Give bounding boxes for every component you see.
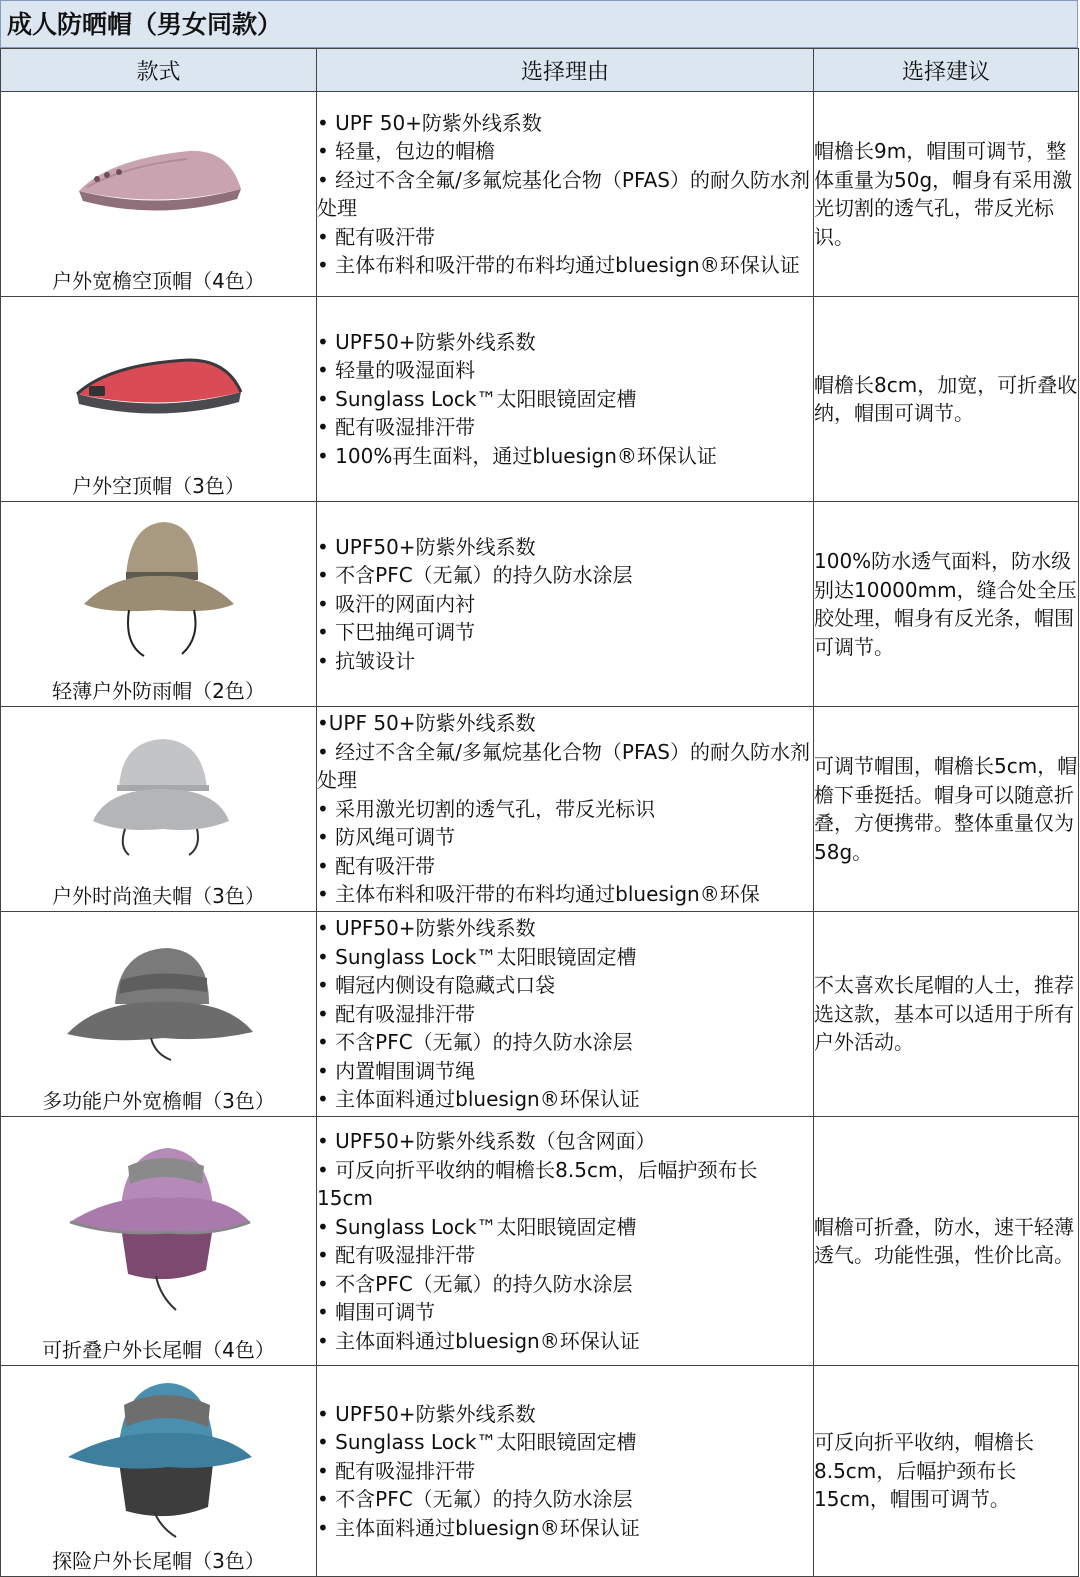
advice-cell: 100%防水透气面料，防水级别达10000mm，缝合处全压胶处理，帽身有反光条，帽围可调节。 <box>814 502 1079 707</box>
reason-item: • 经过不含全氟/多氟烷基化合物（PFAS）的耐久防水剂处理 <box>317 739 810 793</box>
reason-item: • 采用激光切割的透气孔，带反光标识 <box>317 796 656 821</box>
gray-bucket-hat-icon <box>79 729 239 859</box>
table-row <box>1 707 1079 912</box>
reason-item: • 帽围可调节 <box>317 1300 436 1324</box>
reason-cell <box>317 1117 814 1366</box>
reason-cell <box>317 502 814 707</box>
reason-item: • 配有吸湿排汗带 <box>317 1001 476 1026</box>
style-cell <box>1 707 317 912</box>
reason-item: • 不含PFC（无氟）的持久防水涂层 <box>317 563 633 588</box>
table-row <box>1 1117 1079 1366</box>
hat-name: 户外宽檐空顶帽（4色） <box>52 269 265 293</box>
table-row <box>1 92 1079 297</box>
reason-item: • 下巴抽绳可调节 <box>317 620 476 645</box>
header-reason: 选择理由 <box>317 49 814 92</box>
reason-item: •UPF 50+防紫外线系数 <box>317 711 536 736</box>
reason-item: • 主体布料和吸汗带的布料均通过bluesign®环保认证 <box>317 253 800 277</box>
table-row <box>1 1366 1079 1577</box>
reason-item: • 帽冠内侧设有隐藏式口袋 <box>317 973 556 998</box>
reason-item: • 内置帽围调节绳 <box>317 1058 476 1083</box>
hat-comparison-table <box>0 48 1079 1577</box>
reason-item: • Sunglass Lock™太阳眼镜固定槽 <box>317 1214 637 1239</box>
style-cell <box>1 1117 317 1366</box>
reason-cell <box>317 707 814 912</box>
reason-item: • 配有吸汗带 <box>317 224 436 249</box>
reason-item: • 不含PFC（无氟）的持久防水涂层 <box>317 1271 633 1296</box>
reason-item: • 100%再生面料，通过bluesign®环保认证 <box>317 443 717 468</box>
reason-item: • 轻量的吸湿面料 <box>317 358 476 383</box>
reason-item: • Sunglass Lock™太阳眼镜固定槽 <box>317 1430 637 1455</box>
reason-item: • 轻量，包边的帽檐 <box>317 139 496 163</box>
reason-cell <box>317 912 814 1117</box>
style-cell <box>1 297 317 502</box>
advice-cell: 帽檐长8cm，加宽，可折叠收纳，帽围可调节。 <box>814 297 1079 502</box>
table-row <box>1 502 1079 707</box>
reason-item: • 配有吸湿排汗带 <box>317 1243 476 1267</box>
blue-sun-hat-icon <box>64 1371 254 1541</box>
reason-cell <box>317 92 814 297</box>
advice-cell: 帽檐长9m，帽围可调节，整体重量为50g，帽身有采用激光切割的透气孔，带反光标识。 <box>814 92 1079 297</box>
reason-item: • 经过不含全氟/多氟烷基化合物（PFAS）的耐久防水剂处理 <box>317 167 810 220</box>
reason-item: • 可反向折平收纳的帽檐长8.5cm，后幅护颈布长15cm <box>317 1157 758 1210</box>
table-row <box>1 297 1079 502</box>
reason-item: • 吸汗的网面内衬 <box>317 591 476 616</box>
table-row <box>1 912 1079 1117</box>
reason-item: • 配有吸汗带 <box>317 853 436 878</box>
advice-cell: 帽檐可折叠，防水，速干轻薄透气。功能性强，性价比高。 <box>814 1117 1079 1366</box>
hat-name: 户外空顶帽（3色） <box>72 474 245 498</box>
header-advice: 选择建议 <box>814 49 1079 92</box>
style-cell <box>1 92 317 297</box>
reason-cell <box>317 297 814 502</box>
reason-item: • 配有吸湿排汗带 <box>317 415 476 440</box>
reason-item: • Sunglass Lock™太阳眼镜固定槽 <box>317 386 637 411</box>
reason-item: • UPF 50+防紫外线系数 <box>317 110 542 135</box>
hat-name: 可折叠户外长尾帽（4色） <box>42 1338 275 1362</box>
reason-item: • 主体面料通过bluesign®环保认证 <box>317 1087 640 1112</box>
advice-cell: 可调节帽围，帽檐长5cm，帽檐下垂挺括。帽身可以随意折叠，方便携带。整体重量仅为58g。 <box>814 707 1079 912</box>
style-cell <box>1 502 317 707</box>
style-cell <box>1 1366 317 1577</box>
hat-name: 户外时尚渔夫帽（3色） <box>52 884 265 908</box>
style-cell <box>1 912 317 1117</box>
pink-visor-icon <box>69 139 249 219</box>
reason-item: • UPF50+防紫外线系数 <box>317 916 536 941</box>
reason-item: • Sunglass Lock™太阳眼镜固定槽 <box>317 944 637 969</box>
header-row <box>1 49 1079 92</box>
reason-item: • UPF50+防紫外线系数 <box>317 329 536 354</box>
reason-item: • 主体面料通过bluesign®环保认证 <box>317 1515 640 1540</box>
reason-item: • 抗皱设计 <box>317 648 416 673</box>
reason-item: • 防风绳可调节 <box>317 825 456 850</box>
purple-sun-hat-icon <box>64 1136 254 1316</box>
reason-item: • UPF50+防紫外线系数 <box>317 534 536 559</box>
advice-cell: 不太喜欢长尾帽的人士，推荐选这款，基本可以适用于所有户外活动。 <box>814 912 1079 1117</box>
reason-item: • 配有吸湿排汗带 <box>317 1458 476 1483</box>
reason-item: • 主体布料和吸汗带的布料均通过bluesign®环保 <box>317 882 760 907</box>
khaki-bucket-hat-icon <box>74 514 244 664</box>
advice-cell: 可反向折平收纳，帽檐长8.5cm，后幅护颈布长15cm，帽围可调节。 <box>814 1366 1079 1577</box>
hat-name: 轻薄户外防雨帽（2色） <box>52 679 265 703</box>
reason-item: • UPF50+防紫外线系数 <box>317 1401 536 1426</box>
reason-item: • UPF50+防紫外线系数（包含网面） <box>317 1129 656 1153</box>
sheet-title: 成人防晒帽（男女同款） <box>0 0 1078 48</box>
reason-item: • 不含PFC（无氟）的持久防水涂层 <box>317 1487 633 1512</box>
reason-item: • 主体面料通过bluesign®环保认证 <box>317 1328 640 1353</box>
gray-wide-brim-hat-icon <box>59 934 259 1064</box>
hat-name: 探险户外长尾帽（3色） <box>52 1549 265 1573</box>
reason-cell <box>317 1366 814 1577</box>
header-style: 款式 <box>1 49 317 92</box>
hat-name: 多功能户外宽檐帽（3色） <box>42 1089 275 1113</box>
red-visor-icon <box>69 344 249 424</box>
reason-item: • 不含PFC（无氟）的持久防水涂层 <box>317 1030 633 1055</box>
